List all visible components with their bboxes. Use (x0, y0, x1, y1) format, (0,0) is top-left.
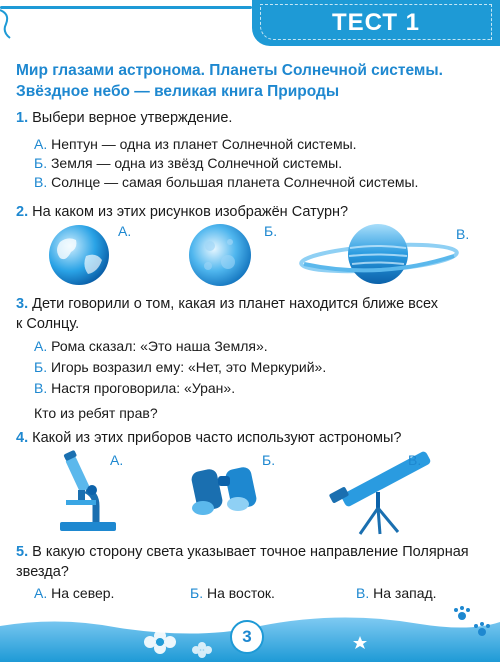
question-number: 3. (16, 296, 29, 312)
q5-option-a[interactable] (34, 583, 114, 603)
question-text: Какой из этих приборов часто используют астрономы? (32, 430, 402, 446)
question-text-line-1: В какую сторону света указывает точное направление Полярная (32, 544, 469, 560)
question-number: 1. (16, 110, 29, 126)
q1-option-c[interactable] (34, 172, 418, 192)
test-title: ТЕСТ 1 (331, 9, 421, 36)
option-text: Рома сказал: «Это наша Земля». (51, 338, 268, 354)
saturn-image[interactable] (294, 220, 464, 290)
q3-option-c[interactable] (34, 378, 235, 398)
test-tab (252, 0, 500, 46)
page-header (0, 0, 500, 46)
question-number: 4. (16, 430, 29, 446)
star-icon (435, 614, 446, 625)
q2-label-a: А. (118, 223, 132, 239)
option-letter: Б. (190, 585, 204, 601)
option-letter: А. (34, 585, 48, 601)
q3-followup: Кто из ребят прав? (34, 405, 158, 421)
option-letter: Б. (34, 359, 48, 375)
q1-option-a[interactable] (34, 134, 357, 154)
q3-option-a[interactable] (34, 336, 268, 356)
question-number: 2. (16, 204, 29, 220)
q1-option-b[interactable] (34, 153, 342, 173)
question-5 (16, 542, 486, 582)
option-text: Нептун — одна из планет Солнечной системы. (51, 136, 357, 152)
option-letter: Б. (34, 155, 48, 171)
option-letter: В. (34, 174, 48, 190)
q4-label-c: В. (408, 452, 422, 468)
question-2 (16, 202, 486, 222)
q5-option-b[interactable] (190, 583, 275, 603)
q2-label-b: Б. (264, 223, 278, 239)
question-4 (16, 428, 486, 448)
option-text: На восток. (206, 585, 275, 601)
option-text: Земля — одна из звёзд Солнечной системы. (50, 155, 343, 171)
question-text: На каком из этих рисунков изображён Сатурн? (32, 204, 349, 220)
q4-label-b: Б. (262, 452, 276, 468)
option-text: На север. (51, 585, 115, 601)
page-number: 3 (230, 620, 264, 654)
moon-image[interactable] (186, 222, 254, 288)
question-text-line-2: звезда? (16, 564, 69, 580)
swirl-decoration-icon (0, 0, 14, 40)
q3-option-b[interactable] (34, 357, 326, 377)
question-text-line-1: Дети говорили о том, какая из планет находится ближе всех (32, 296, 438, 312)
option-text: Игорь возразил ему: «Нет, это Меркурий». (50, 359, 327, 375)
heading-line-1: Мир глазами астронома. Планеты Солнечной системы. (16, 62, 443, 79)
section-heading (16, 60, 486, 102)
question-3 (16, 294, 486, 334)
option-text: Настя проговорила: «Уран». (51, 380, 236, 396)
option-text: На запад. (373, 585, 437, 601)
binoculars-image[interactable] (188, 458, 264, 518)
option-letter: А. (34, 338, 48, 354)
option-letter: А. (34, 136, 48, 152)
question-1 (16, 108, 486, 128)
option-letter: В. (34, 380, 48, 396)
q2-label-c: В. (456, 226, 470, 242)
earth-image[interactable] (38, 222, 120, 286)
q5-option-c[interactable] (356, 583, 437, 603)
question-text-line-2: к Солнцу. (16, 316, 80, 332)
option-text: Солнце — самая большая планета Солнечной системы. (51, 174, 419, 190)
header-rule (0, 6, 252, 9)
heading-line-2: Звёздное небо — великая книга Природы (16, 83, 340, 100)
option-letter: В. (356, 585, 370, 601)
question-number: 5. (16, 544, 29, 560)
q4-label-a: А. (110, 452, 124, 468)
question-text: Выбери верное утверждение. (32, 110, 233, 126)
